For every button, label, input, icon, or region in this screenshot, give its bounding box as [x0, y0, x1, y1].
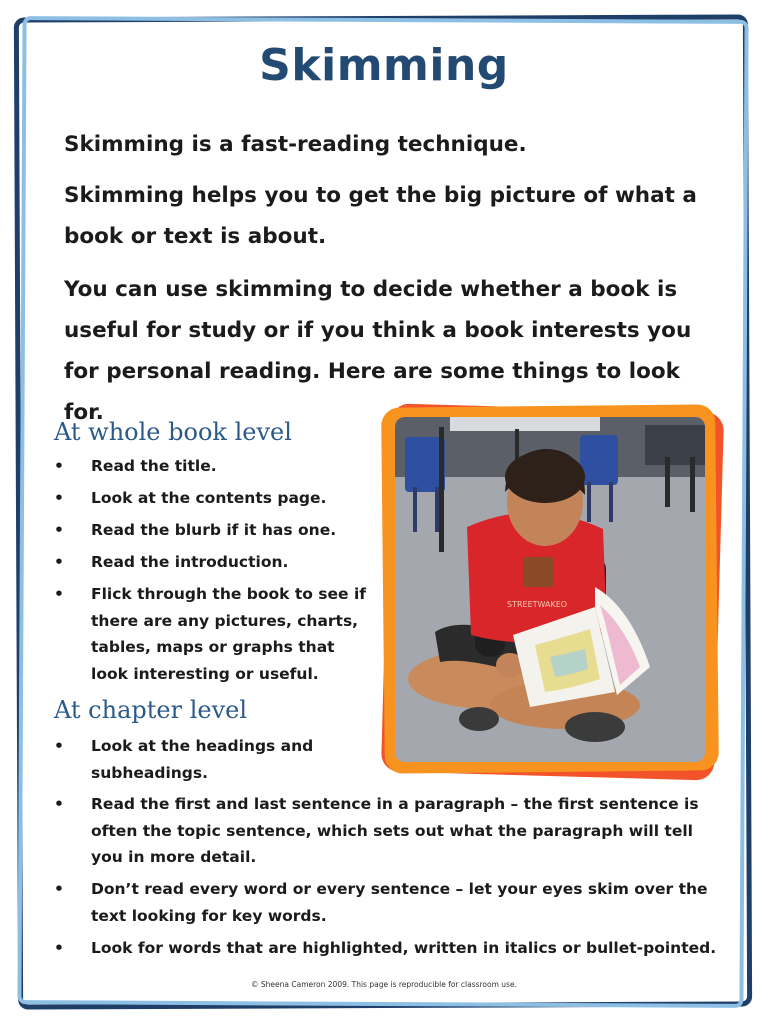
bullet-icon: • — [54, 553, 64, 571]
list-item-text: Flick through the book to see if there are any pictures, charts, tables, maps or graphs that look interesting or useful. — [91, 585, 367, 683]
list-item — [54, 453, 372, 480]
copyright-footer: © Sheena Cameron 2009. This page is reproducible for classroom use. — [251, 980, 517, 989]
list-item — [54, 517, 372, 544]
bullet-icon: • — [54, 795, 64, 813]
list-item-text: Read the first and last sentence in a paragraph – the first sentence is often the topic sentence, which sets out what the paragraph will tell you in more detail. — [91, 795, 699, 866]
intro-paragraph-1: Skimming is a fast-reading technique. — [64, 132, 527, 157]
bullet-icon: • — [54, 737, 64, 755]
photo-boy-reading — [395, 417, 705, 762]
chapter-list-continued — [54, 791, 724, 967]
list-item — [54, 935, 724, 962]
list-item — [54, 733, 384, 786]
list-item-text: Read the blurb if it has one. — [91, 521, 337, 539]
bullet-icon: • — [54, 880, 64, 898]
shirt-print: STREETWAKEO — [507, 600, 568, 609]
bullet-icon: • — [54, 938, 64, 957]
chapter-list — [54, 733, 384, 792]
list-item-text: Look at the contents page. — [91, 489, 327, 507]
list-item-text: Read the title. — [91, 457, 217, 475]
intro-paragraph-2: Skimming helps you to get the big picture of what a book or text is about. — [64, 183, 697, 249]
list-item-text: Look at the headings and subheadings. — [91, 737, 314, 782]
bullet-icon: • — [54, 457, 64, 475]
list-item-text: Read the introduction. — [91, 553, 289, 571]
bullet-icon: • — [54, 489, 64, 507]
list-item-text: Don’t read every word or every sentence – let your eyes skim over the text looking for key words. — [91, 880, 708, 925]
bullet-icon: • — [54, 521, 64, 539]
section-heading-chapter: At chapter level — [54, 696, 248, 724]
list-item — [54, 549, 372, 576]
intro-paragraph-3: You can use skimming to decide whether a book is useful for study or if you think a book interests you for personal reading. Here are some things to look for. — [64, 277, 692, 425]
bullet-icon: • — [54, 585, 64, 603]
list-item — [54, 876, 724, 929]
page-title: Skimming — [259, 40, 509, 91]
list-item-text: Look for words that are highlighted, written in italics or bullet-pointed. — [91, 938, 717, 957]
list-item — [54, 485, 372, 512]
list-item — [54, 581, 372, 687]
whole-book-list — [54, 453, 372, 693]
photo-illustration — [395, 417, 705, 762]
section-heading-whole-book: At whole book level — [54, 418, 292, 446]
list-item — [54, 791, 724, 871]
